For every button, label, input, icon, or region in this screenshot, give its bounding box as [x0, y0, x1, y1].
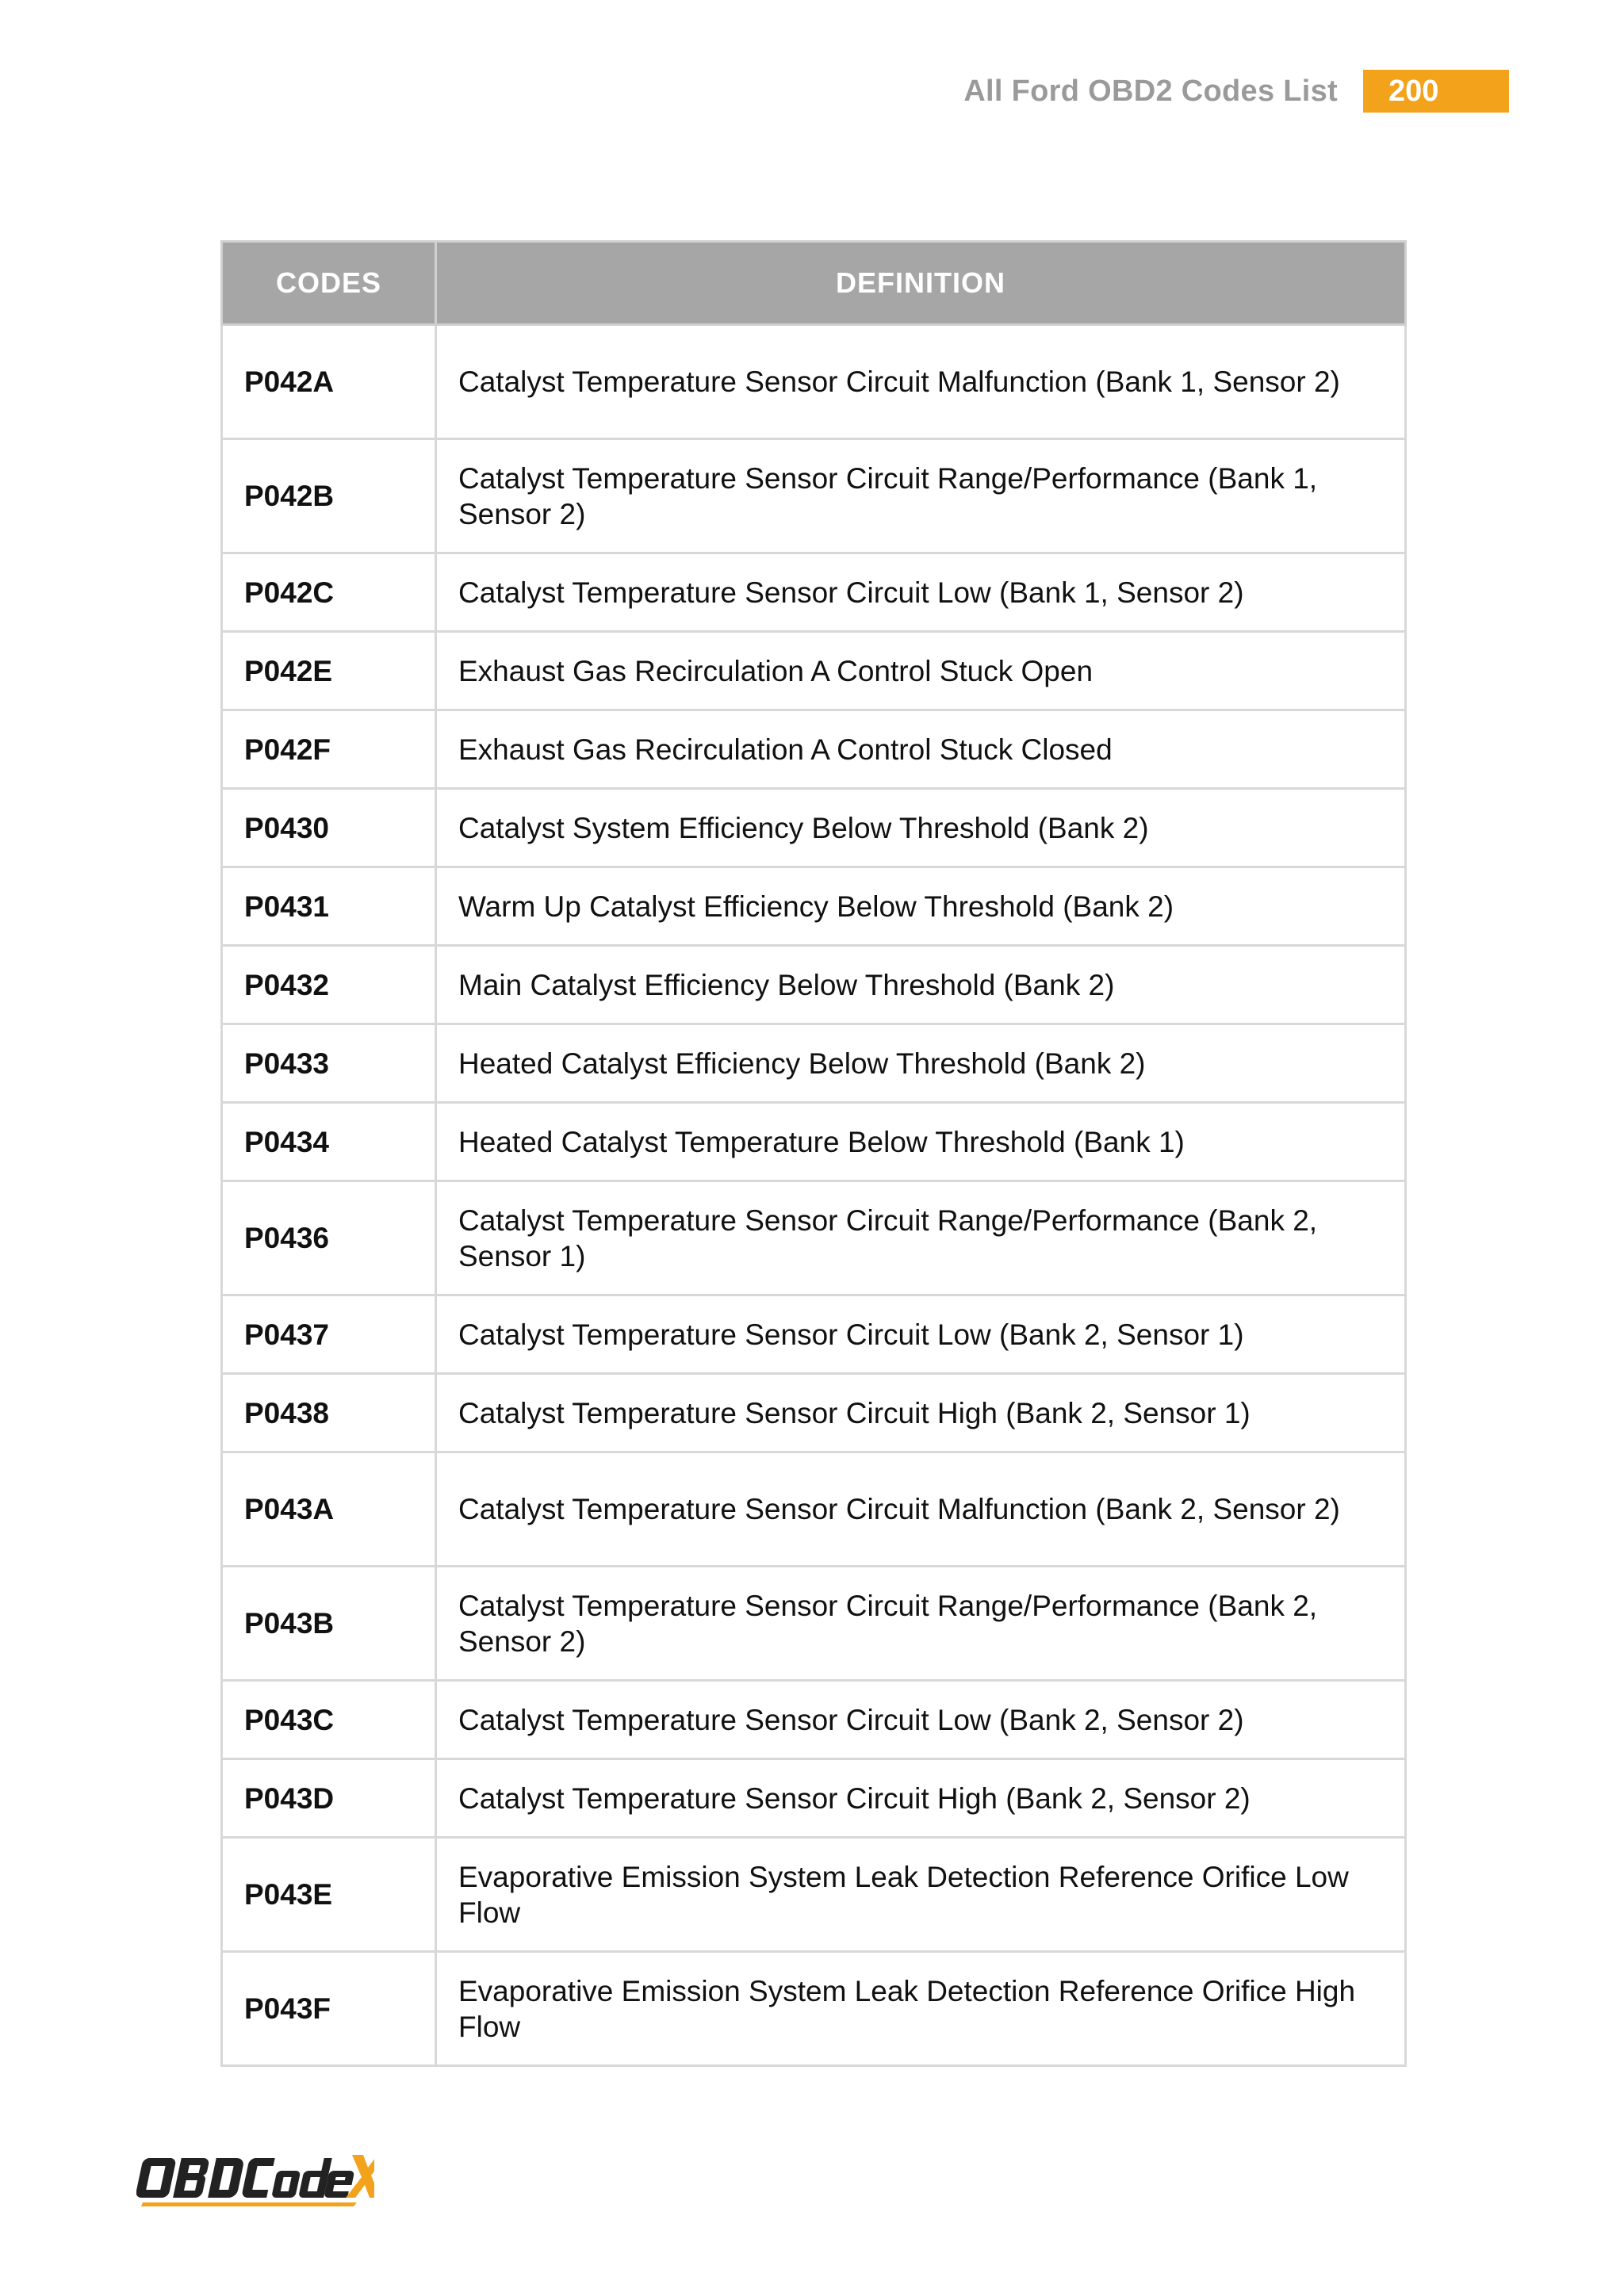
code-cell: P0432: [222, 946, 436, 1024]
page-header: [963, 70, 1509, 113]
definition-cell: Catalyst Temperature Sensor Circuit Malfunction (Bank 1, Sensor 2): [436, 325, 1406, 439]
code-cell: P042B: [222, 439, 436, 553]
table-header-row: [222, 242, 1406, 325]
code-cell: P0431: [222, 867, 436, 946]
definition-cell: Catalyst Temperature Sensor Circuit High (Bank 2, Sensor 1): [436, 1374, 1406, 1452]
definition-cell: Heated Catalyst Temperature Below Threshold (Bank 1): [436, 1103, 1406, 1181]
code-cell: P042A: [222, 325, 436, 439]
table-row: [222, 867, 1406, 946]
code-cell: P0438: [222, 1374, 436, 1452]
definition-cell: Evaporative Emission System Leak Detection Reference Orifice High Flow: [436, 1952, 1406, 2066]
code-cell: P043C: [222, 1681, 436, 1759]
code-cell: P043D: [222, 1759, 436, 1838]
table-row: [222, 1567, 1406, 1681]
page-number-badge: 200: [1363, 70, 1509, 113]
document-title: All Ford OBD2 Codes List: [963, 74, 1338, 108]
table-row: [222, 439, 1406, 553]
codes-table: [220, 240, 1407, 2067]
definition-cell: Catalyst Temperature Sensor Circuit Low (Bank 2, Sensor 1): [436, 1295, 1406, 1374]
table-row: [222, 1452, 1406, 1567]
definition-cell: Main Catalyst Efficiency Below Threshold (Bank 2): [436, 946, 1406, 1024]
code-cell: P042F: [222, 710, 436, 789]
definition-cell: Catalyst Temperature Sensor Circuit Range/Performance (Bank 2, Sensor 1): [436, 1181, 1406, 1295]
table-row: [222, 1681, 1406, 1759]
code-cell: P043E: [222, 1838, 436, 1952]
table-row: [222, 1103, 1406, 1181]
table-row: [222, 1952, 1406, 2066]
column-header-definition: DEFINITION: [436, 242, 1406, 325]
column-header-codes: CODES: [222, 242, 436, 325]
code-cell: P0434: [222, 1103, 436, 1181]
code-cell: P042C: [222, 553, 436, 632]
definition-cell: Heated Catalyst Efficiency Below Threshold (Bank 2): [436, 1024, 1406, 1103]
code-cell: P042E: [222, 632, 436, 710]
code-cell: P043B: [222, 1567, 436, 1681]
table-row: [222, 710, 1406, 789]
definition-cell: Exhaust Gas Recirculation A Control Stuck Open: [436, 632, 1406, 710]
table-row: [222, 325, 1406, 439]
table-row: [222, 1181, 1406, 1295]
code-cell: P0430: [222, 789, 436, 867]
definition-cell: Catalyst System Efficiency Below Threshold (Bank 2): [436, 789, 1406, 867]
table-row: [222, 789, 1406, 867]
table-row: [222, 632, 1406, 710]
definition-cell: Warm Up Catalyst Efficiency Below Threshold (Bank 2): [436, 867, 1406, 946]
table-row: [222, 553, 1406, 632]
definition-cell: Catalyst Temperature Sensor Circuit Range/Performance (Bank 2, Sensor 2): [436, 1567, 1406, 1681]
definition-cell: Catalyst Temperature Sensor Circuit High (Bank 2, Sensor 2): [436, 1759, 1406, 1838]
code-cell: P043F: [222, 1952, 436, 2066]
table-row: [222, 1759, 1406, 1838]
definition-cell: Catalyst Temperature Sensor Circuit Low (Bank 2, Sensor 2): [436, 1681, 1406, 1759]
definition-cell: Catalyst Temperature Sensor Circuit Malfunction (Bank 2, Sensor 2): [436, 1452, 1406, 1567]
table-row: [222, 1374, 1406, 1452]
obdcodex-logo: [136, 2153, 374, 2209]
definition-cell: Catalyst Temperature Sensor Circuit Low (Bank 1, Sensor 2): [436, 553, 1406, 632]
table-row: [222, 1024, 1406, 1103]
table-row: [222, 1295, 1406, 1374]
table-row: [222, 1838, 1406, 1952]
table-row: [222, 946, 1406, 1024]
code-cell: P0436: [222, 1181, 436, 1295]
definition-cell: Exhaust Gas Recirculation A Control Stuck Closed: [436, 710, 1406, 789]
definition-cell: Catalyst Temperature Sensor Circuit Range/Performance (Bank 1, Sensor 2): [436, 439, 1406, 553]
definition-cell: Evaporative Emission System Leak Detection Reference Orifice Low Flow: [436, 1838, 1406, 1952]
code-cell: P043A: [222, 1452, 436, 1567]
code-cell: P0437: [222, 1295, 436, 1374]
code-cell: P0433: [222, 1024, 436, 1103]
